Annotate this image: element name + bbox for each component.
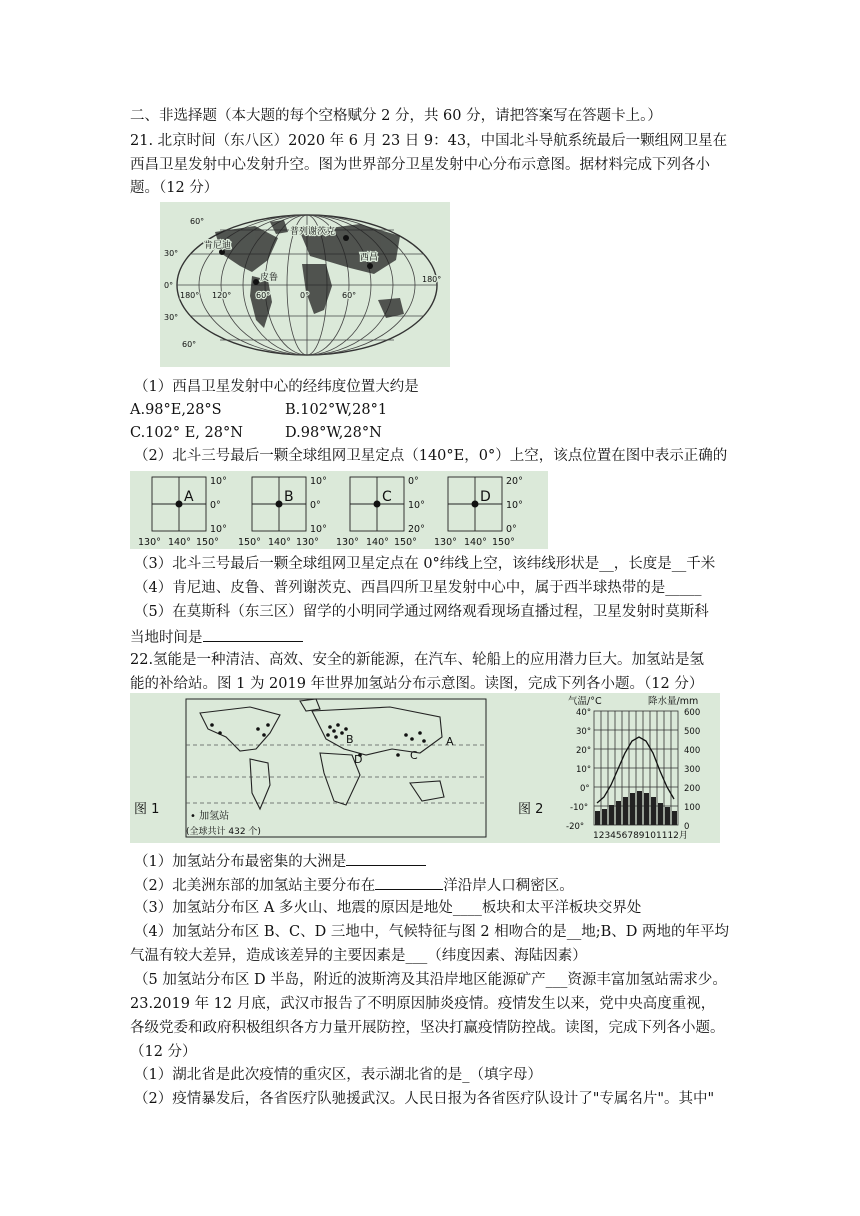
panel-a-lat-2: 0° bbox=[210, 500, 221, 511]
q21-stem-line-2: 西昌卫星发射中心发射升空。图为世界部分卫星发射中心分布示意图。据材料完成下列各小 bbox=[130, 157, 710, 173]
panel-c-lon-2: 140° bbox=[366, 537, 389, 548]
fig2-precip-label: 降水量/mm bbox=[648, 696, 699, 707]
fig1-legend: • 加氢站 bbox=[190, 811, 230, 822]
lon-label-60e: 60° bbox=[342, 291, 357, 300]
lat-label-30s: 30° bbox=[164, 313, 179, 322]
precip-tick-300: 300 bbox=[684, 765, 701, 775]
q22-stem-line-2: 能的补给站。图 1 为 2019 年世界加氢站分布示意图。读图，完成下列各小题。（12 分） bbox=[130, 676, 704, 692]
temp-tick-40: 40° bbox=[576, 708, 592, 718]
precip-tick-100: 100 bbox=[684, 803, 701, 813]
q21-part4: （4）肯尼迪、皮鲁、普列谢茨克、西昌四所卫星发射中心中，属于西半球热带的是_____ bbox=[134, 580, 702, 596]
panel-b-lon-3: 130° bbox=[296, 537, 319, 548]
q22-part2-text-b: 洋沿岸人口稠密区。 bbox=[443, 878, 574, 894]
panel-c-letter: C bbox=[382, 489, 392, 505]
world-launch-centers-map bbox=[160, 202, 450, 367]
fig2-caption: 图 2 bbox=[518, 802, 544, 817]
lon-label-0: 0° bbox=[300, 291, 310, 300]
panel-d-lon-3: 150° bbox=[492, 537, 515, 548]
temp-tick-m10: -10° bbox=[570, 803, 589, 813]
panel-b-lat-2: 0° bbox=[310, 500, 321, 511]
q22-stem-line-1: 22.氢能是一种清洁、高效、安全的新能源，在汽车、轮船上的应用潜力巨大。加氢站是氢 bbox=[130, 652, 705, 668]
panel-b-lon-1: 150° bbox=[238, 537, 261, 548]
panel-b-letter: B bbox=[284, 489, 294, 505]
temp-tick-30: 30° bbox=[576, 727, 592, 737]
panel-c-lat-1: 0° bbox=[408, 476, 419, 487]
panel-c-lat-3: 20° bbox=[408, 524, 425, 535]
q22-part1-line bbox=[134, 851, 426, 871]
panel-d-point bbox=[472, 501, 479, 508]
lat-label-60n: 60° bbox=[190, 217, 205, 226]
panel-a-point bbox=[176, 501, 183, 508]
fig2-temp-label: 气温/°C bbox=[568, 696, 602, 707]
fig1-caption: 图 1 bbox=[134, 802, 160, 817]
panel-c-point bbox=[374, 501, 381, 508]
panel-c-lon-3: 150° bbox=[394, 537, 417, 548]
q23-stem-line-1: 23.2019 年 12 月底，武汉市报告了不明原因肺炎疫情。疫情发生以来，党中央高度重视， bbox=[130, 996, 716, 1012]
panel-a-lon-1: 130° bbox=[138, 537, 161, 548]
panel-a-letter: A bbox=[184, 489, 194, 505]
q21-part5-blank bbox=[203, 627, 303, 642]
panel-c-lat-2: 10° bbox=[408, 500, 425, 511]
hydrogen-station-figures bbox=[130, 693, 720, 843]
temp-tick-20: 20° bbox=[576, 746, 592, 756]
panel-b-lat-1: 10° bbox=[310, 476, 327, 487]
temp-tick-10: 10° bbox=[576, 765, 592, 775]
kourou-marker bbox=[253, 279, 259, 285]
panel-d-lon-1: 130° bbox=[434, 537, 457, 548]
q23-part1: （1）湖北省是此次疫情的重灾区，表示湖北省的是_（填字母） bbox=[134, 1067, 542, 1083]
panel-b-point bbox=[276, 501, 283, 508]
place-plesetsk: 普列谢茨克 bbox=[290, 227, 336, 237]
q22-part1: （1）加氢站分布最密集的大洲是 bbox=[134, 854, 347, 870]
lat-label-30n: 30° bbox=[164, 249, 179, 258]
panel-a-lon-2: 140° bbox=[168, 537, 191, 548]
q22-part3: （3）加氢站分布区 A 多火山、地震的原因是地处____板块和太平洋板块交界处 bbox=[134, 900, 642, 916]
fig2-months: 123456789101112月 bbox=[593, 831, 688, 841]
q22-part2-blank bbox=[375, 875, 443, 890]
place-xichang: 西昌 bbox=[360, 253, 379, 263]
precip-tick-600: 600 bbox=[684, 708, 701, 718]
q21-part2: （2）北斗三号最后一颗全球组网卫星定点（140°E，0°）上空，该点位置在图中表示正确的 bbox=[134, 448, 728, 464]
q21-stem-line-3: 题。（12 分） bbox=[130, 180, 219, 196]
panel-a-lat-3: 10° bbox=[210, 524, 227, 535]
q21-part5-line-2 bbox=[130, 627, 303, 647]
place-kourou: 皮鲁 bbox=[260, 273, 279, 283]
panel-d-lat-1: 20° bbox=[506, 476, 523, 487]
q22-part4-line-1: （4）加氢站分布区 B、C、D 三地中，气候特征与图 2 相吻合的是__地;B、D 两地的年平均 bbox=[134, 924, 730, 940]
lon-label-120w: 120° bbox=[212, 291, 232, 300]
q21-part1: （1）西昌卫星发射中心的经纬度位置大约是 bbox=[134, 379, 419, 395]
q23-part2: （2）疫情暴发后，各省医疗队驰援武汉。人民日报为各省医疗队设计了"专属名片"。其中" bbox=[134, 1091, 715, 1107]
precip-tick-200: 200 bbox=[684, 784, 701, 794]
q21-part3: （3）北斗三号最后一颗全球组网卫星定点在 0°纬线上空，该纬线形状是__，长度是__千米 bbox=[134, 556, 716, 572]
panel-d-lat-3: 0° bbox=[506, 524, 517, 535]
temp-tick-m20: -20° bbox=[566, 822, 585, 832]
q22-part5: （5 加氢站分布区 D 半岛，附近的波斯湾及其沿岸地区能源矿产___资源丰富加氢站需求少。 bbox=[134, 972, 727, 988]
coordinate-panels-figure bbox=[130, 471, 548, 549]
precip-tick-500: 500 bbox=[684, 727, 701, 737]
fig1-label-c: C bbox=[410, 749, 418, 762]
panel-b-lon-2: 140° bbox=[268, 537, 291, 548]
q22-part2-line bbox=[134, 875, 574, 895]
fig1-label-b: B bbox=[346, 733, 354, 746]
section-header: 二、非选择题（本大题的每个空格赋分 2 分，共 60 分，请把答案写在答题卡上。） bbox=[130, 108, 662, 124]
q21-part5-line-1: （5）在莫斯科（东三区）留学的小明同学通过网络观看现场直播过程，卫星发射时莫斯科 bbox=[134, 604, 709, 620]
q23-stem-line-2: 各级党委和政府积极组织各方力量开展防控，坚决打赢疫情防控战。读图，完成下列各小题。 bbox=[130, 1020, 725, 1036]
panel-a-lat-1: 10° bbox=[210, 476, 227, 487]
q22-part2-text-a: （2）北美洲东部的加氢站主要分布在 bbox=[134, 878, 376, 894]
xichang-marker bbox=[367, 263, 373, 269]
panel-c-lon-1: 130° bbox=[336, 537, 359, 548]
lon-label-180w: 180° bbox=[180, 291, 200, 300]
fig1-label-a: A bbox=[446, 735, 454, 748]
plesetsk-marker bbox=[343, 235, 349, 241]
panel-b-lat-3: 10° bbox=[310, 524, 327, 535]
precip-tick-0: 0 bbox=[684, 822, 690, 832]
q21-option-c: C.102° E, 28°N bbox=[130, 425, 243, 441]
q23-stem-line-3: （12 分） bbox=[130, 1044, 197, 1060]
panel-a-lon-3: 150° bbox=[196, 537, 219, 548]
q21-stem-line-1: 21. 北京时间（东八区）2020 年 6 月 23 日 9：43，中国北斗导航系统最后一颗组网卫星在 bbox=[130, 133, 728, 149]
lat-label-0: 0° bbox=[164, 281, 174, 290]
lon-label-180e: 180° bbox=[422, 275, 442, 284]
q22-part4-line-2: 气温有较大差异，造成该差异的主要因素是___（纬度因素、海陆因素） bbox=[130, 948, 587, 964]
place-kennedy: 肯尼迪 bbox=[204, 241, 232, 251]
q21-part5-text: 当地时间是 bbox=[130, 630, 203, 646]
q21-option-b: B.102°W,28°1 bbox=[285, 402, 388, 418]
q21-option-d: D.98°W,28°N bbox=[285, 425, 382, 441]
lat-label-60s: 60° bbox=[182, 340, 197, 349]
lon-label-60w: 60° bbox=[256, 291, 271, 300]
fig1-label-d: D bbox=[354, 753, 363, 766]
q22-part1-blank bbox=[346, 851, 426, 866]
panel-d-lon-2: 140° bbox=[464, 537, 487, 548]
fig1-total: (全球共计 432 个) bbox=[186, 827, 261, 837]
panel-d-lat-2: 10° bbox=[506, 500, 523, 511]
precip-tick-400: 400 bbox=[684, 746, 701, 756]
temp-tick-0: 0° bbox=[580, 784, 590, 794]
panel-d-letter: D bbox=[480, 489, 491, 505]
q21-option-a: A.98°E,28°S bbox=[130, 402, 222, 418]
